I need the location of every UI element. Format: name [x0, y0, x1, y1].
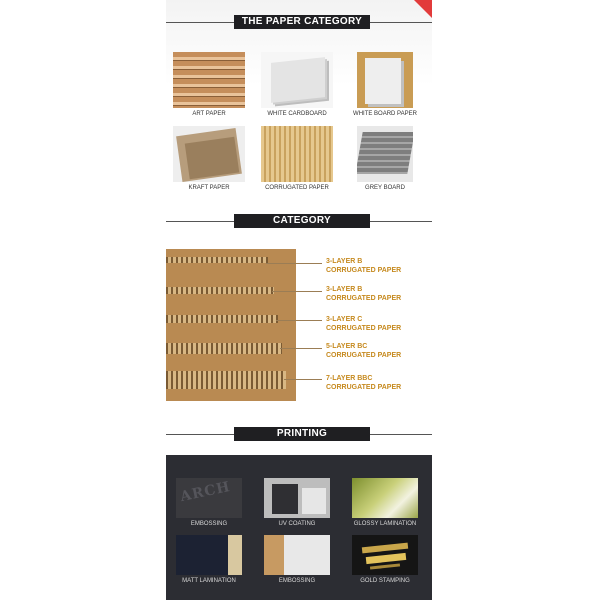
- paper-category-header: [166, 15, 432, 29]
- printing-header: [166, 427, 432, 453]
- layer-strip: [166, 315, 278, 323]
- corrugated-paper-image: [261, 126, 333, 182]
- corrugated-layers-image: [166, 249, 296, 401]
- category-item: 3-LAYER C CORRUGATED PAPER: [326, 316, 402, 332]
- pointer-line: [276, 320, 322, 321]
- pointer-line: [284, 379, 322, 380]
- gold-stamping-image: [352, 535, 418, 575]
- paper-item-corrugated-paper: [254, 126, 340, 191]
- paper-item-label: CORRUGATED PAPER: [265, 185, 329, 191]
- paper-item-label: KRAFT PAPER: [188, 185, 230, 191]
- print-item-glossy-lamination: [342, 478, 428, 527]
- kraft-paper-image: [173, 126, 245, 182]
- layer-strip: [166, 287, 274, 294]
- print-item-embossing: [166, 478, 252, 527]
- print-item-gold-stamping: [342, 535, 428, 584]
- printing-title: PRINTING TECHNOLOGY: [234, 427, 370, 441]
- category-title: CATEGORY: [234, 214, 370, 228]
- print-item-label: GOLD STAMPING: [360, 578, 410, 584]
- paper-item-label: GREY BOARD: [365, 185, 405, 191]
- embossing-image: [264, 535, 330, 575]
- paper-category-title: THE PAPER CATEGORY: [234, 15, 370, 29]
- print-item-label: EMBOSSING: [278, 578, 316, 584]
- layer-strip: [166, 343, 282, 354]
- pointer-line: [280, 348, 322, 349]
- grey-board-image: [357, 126, 413, 182]
- corrugated-stack-image: [173, 52, 245, 108]
- paper-item-white-cardboard: [254, 52, 340, 117]
- category-item: 3-LAYER B CORRUGATED PAPER: [326, 286, 402, 302]
- print-item-embossing-2: [254, 535, 340, 584]
- layer-strip: [166, 371, 286, 389]
- category-item: 3-LAYER B CORRUGATED PAPER: [326, 258, 402, 274]
- print-item-label: UV COATING: [278, 521, 316, 527]
- paper-item-art-paper: [166, 52, 252, 117]
- paper-item-label: WHITE BOARD PAPER: [353, 111, 417, 117]
- uv-coating-image: [264, 478, 330, 518]
- paper-item-white-board-paper: [342, 52, 428, 117]
- paper-item-kraft-paper: [166, 126, 252, 191]
- paper-item-grey-board: [342, 126, 428, 191]
- paper-item-label: WHITE CARDBOARD: [267, 111, 327, 117]
- pointer-line: [266, 263, 322, 264]
- print-item-label: GLOSSY LAMINATION: [353, 521, 417, 527]
- layer-strip: [166, 257, 268, 263]
- category-item: 5-LAYER BC CORRUGATED PAPER: [326, 343, 402, 359]
- white-board-paper-image: [357, 52, 413, 108]
- pointer-line: [272, 291, 322, 292]
- paper-item-label: ART PAPER: [192, 111, 226, 117]
- category-header: [166, 214, 432, 228]
- print-item-label: MATT LAMINATION: [182, 578, 236, 584]
- matt-lamination-image: [176, 535, 242, 575]
- glossy-lamination-image: [352, 478, 418, 518]
- print-item-label: EMBOSSING: [190, 521, 228, 527]
- white-cardboard-image: [261, 52, 333, 108]
- category-item: 7-LAYER BBC CORRUGATED PAPER: [326, 375, 402, 391]
- print-item-matt-lamination: [166, 535, 252, 584]
- product-infographic: [166, 0, 432, 600]
- embossing-image: ARCH: [176, 478, 242, 518]
- print-item-uv-coating: [254, 478, 340, 527]
